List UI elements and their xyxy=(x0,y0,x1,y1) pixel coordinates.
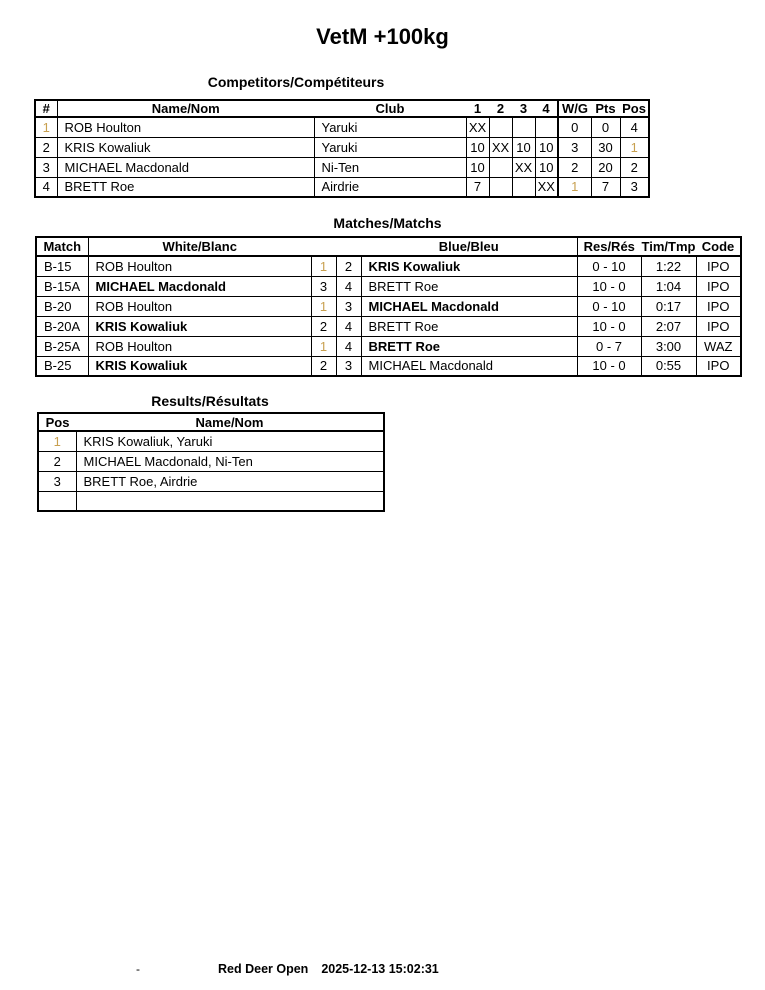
footer-event-name: Red Deer Open xyxy=(218,962,309,976)
round-4-score: 10 xyxy=(535,157,558,177)
round-1-score: 10 xyxy=(466,157,489,177)
competitor-row xyxy=(35,117,649,137)
blue-competitor-number: 4 xyxy=(336,336,361,356)
round-2-score xyxy=(489,117,512,137)
column-header-code: Code xyxy=(696,237,741,256)
result-row xyxy=(38,491,384,511)
white-competitor-name: MICHAEL Macdonald xyxy=(88,276,311,296)
column-header-result: Res/Rés xyxy=(577,237,641,256)
result-position: 1 xyxy=(38,431,76,451)
match-id: B-15A xyxy=(36,276,88,296)
blue-competitor-number: 3 xyxy=(336,296,361,316)
match-code: WAZ xyxy=(696,336,741,356)
blue-competitor-number: 4 xyxy=(336,316,361,336)
white-competitor-number: 1 xyxy=(311,296,336,316)
results-header-row xyxy=(38,413,384,431)
footer xyxy=(218,962,439,976)
blue-competitor-number: 2 xyxy=(336,256,361,276)
blue-competitor-number: 3 xyxy=(336,356,361,376)
round-1-score: XX xyxy=(466,117,489,137)
match-code: IPO xyxy=(696,296,741,316)
match-id: B-20A xyxy=(36,316,88,336)
column-header-blue: Blue/Bleu xyxy=(361,237,577,256)
match-code: IPO xyxy=(696,356,741,376)
competitor-row xyxy=(35,177,649,197)
match-row xyxy=(36,296,741,316)
wins-count: 0 xyxy=(558,117,591,137)
result-name: KRIS Kowaliuk, Yaruki xyxy=(76,431,384,451)
competitor-club: Yaruki xyxy=(314,117,466,137)
competitor-name: BRETT Roe xyxy=(57,177,314,197)
competitor-number: 4 xyxy=(35,177,57,197)
white-competitor-name: ROB Houlton xyxy=(88,336,311,356)
blue-competitor-name: MICHAEL Macdonald xyxy=(361,296,577,316)
column-header-round-1: 1 xyxy=(466,100,489,117)
round-3-score xyxy=(512,117,535,137)
result-row xyxy=(38,451,384,471)
column-header-name: Name/Nom xyxy=(76,413,384,431)
results-section-heading: Results/Résultats xyxy=(151,393,269,409)
result-row xyxy=(38,471,384,491)
result-position: 2 xyxy=(38,451,76,471)
match-time: 1:22 xyxy=(641,256,696,276)
round-4-score: XX xyxy=(535,177,558,197)
match-id: B-25 xyxy=(36,356,88,376)
column-header-blue-number xyxy=(336,237,361,256)
match-result: 10 - 0 xyxy=(577,276,641,296)
page-title: VetM +100kg xyxy=(316,24,449,49)
competitor-number: 3 xyxy=(35,157,57,177)
final-position: 2 xyxy=(620,157,649,177)
match-row xyxy=(36,336,741,356)
round-2-score xyxy=(489,157,512,177)
matches-table xyxy=(35,236,742,377)
match-code: IPO xyxy=(696,316,741,336)
points-total: 7 xyxy=(591,177,620,197)
points-total: 30 xyxy=(591,137,620,157)
column-header-points: Pts xyxy=(591,100,620,117)
column-header-match: Match xyxy=(36,237,88,256)
white-competitor-name: KRIS Kowaliuk xyxy=(88,356,311,376)
match-result: 0 - 10 xyxy=(577,256,641,276)
competitor-name: MICHAEL Macdonald xyxy=(57,157,314,177)
wins-count: 3 xyxy=(558,137,591,157)
column-header-time: Tim/Tmp xyxy=(641,239,696,254)
match-time: 0:55 xyxy=(641,356,696,376)
column-header-round-2: 2 xyxy=(489,100,512,117)
points-total: 0 xyxy=(591,117,620,137)
match-row xyxy=(36,256,741,276)
match-row xyxy=(36,276,741,296)
competitor-row xyxy=(35,157,649,177)
match-result: 0 - 7 xyxy=(577,336,641,356)
competitors-section-heading: Competitors/Compétiteurs xyxy=(207,74,385,90)
match-id: B-25A xyxy=(36,336,88,356)
competitors-header-row xyxy=(35,100,649,117)
matches-header-row xyxy=(36,237,741,256)
column-header-number: # xyxy=(35,100,57,117)
round-2-score xyxy=(489,177,512,197)
match-time: 3:00 xyxy=(641,336,696,356)
points-total: 20 xyxy=(591,157,620,177)
result-name xyxy=(76,491,384,511)
match-id: B-20 xyxy=(36,296,88,316)
column-header-club: Club xyxy=(314,100,466,117)
competitor-number: 2 xyxy=(35,137,57,157)
match-time: 0:17 xyxy=(641,296,696,316)
white-competitor-number: 3 xyxy=(311,276,336,296)
final-position: 1 xyxy=(620,137,649,157)
match-code: IPO xyxy=(696,256,741,276)
round-1-score: 10 xyxy=(466,137,489,157)
match-row xyxy=(36,356,741,376)
blue-competitor-name: BRETT Roe xyxy=(361,276,577,296)
blue-competitor-name: BRETT Roe xyxy=(361,316,577,336)
round-3-score: 10 xyxy=(512,137,535,157)
competitor-number: 1 xyxy=(35,117,57,137)
column-header-position: Pos xyxy=(38,413,76,431)
match-time: 1:04 xyxy=(641,276,696,296)
footer-timestamp: 2025-12-13 15:02:31 xyxy=(321,962,439,976)
result-row xyxy=(38,431,384,451)
column-header-wins: W/G xyxy=(558,100,591,117)
round-2-score: XX xyxy=(489,137,512,157)
match-result: 10 - 0 xyxy=(577,316,641,336)
white-competitor-number: 1 xyxy=(311,336,336,356)
white-competitor-name: ROB Houlton xyxy=(88,296,311,316)
match-result: 0 - 10 xyxy=(577,296,641,316)
result-name: MICHAEL Macdonald, Ni-Ten xyxy=(76,451,384,471)
white-competitor-name: KRIS Kowaliuk xyxy=(88,316,311,336)
match-row xyxy=(36,316,741,336)
competitor-name: KRIS Kowaliuk xyxy=(57,137,314,157)
wins-count: 1 xyxy=(558,177,591,197)
competitor-name: ROB Houlton xyxy=(57,117,314,137)
match-result: 10 - 0 xyxy=(577,356,641,376)
footer-page-marker: - xyxy=(136,962,140,976)
result-position xyxy=(38,491,76,511)
blue-competitor-name: BRETT Roe xyxy=(361,336,577,356)
competitors-table xyxy=(34,99,650,198)
competitor-club: Yaruki xyxy=(314,137,466,157)
results-table xyxy=(37,412,385,512)
column-header-round-4: 4 xyxy=(535,100,558,117)
white-competitor-name: ROB Houlton xyxy=(88,256,311,276)
result-name: BRETT Roe, Airdrie xyxy=(76,471,384,491)
result-position: 3 xyxy=(38,471,76,491)
column-header-white-number xyxy=(311,237,336,256)
competitor-row xyxy=(35,137,649,157)
round-3-score xyxy=(512,177,535,197)
final-position: 3 xyxy=(620,177,649,197)
match-code: IPO xyxy=(696,276,741,296)
final-position: 4 xyxy=(620,117,649,137)
round-3-score: XX xyxy=(512,157,535,177)
blue-competitor-number: 4 xyxy=(336,276,361,296)
round-4-score xyxy=(535,117,558,137)
wins-count: 2 xyxy=(558,157,591,177)
round-4-score: 10 xyxy=(535,137,558,157)
column-header-position: Pos xyxy=(620,100,649,117)
match-id: B-15 xyxy=(36,256,88,276)
round-1-score: 7 xyxy=(466,177,489,197)
white-competitor-number: 2 xyxy=(311,356,336,376)
blue-competitor-name: MICHAEL Macdonald xyxy=(361,356,577,376)
match-time: 2:07 xyxy=(641,316,696,336)
column-header-white: White/Blanc xyxy=(88,237,311,256)
blue-competitor-name: KRIS Kowaliuk xyxy=(361,256,577,276)
matches-section-heading: Matches/Matchs xyxy=(333,215,442,231)
competitor-club: Airdrie xyxy=(314,177,466,197)
white-competitor-number: 2 xyxy=(311,316,336,336)
column-header-round-3: 3 xyxy=(512,100,535,117)
white-competitor-number: 1 xyxy=(311,256,336,276)
column-header-name: Name/Nom xyxy=(57,100,314,117)
competitor-club: Ni-Ten xyxy=(314,157,466,177)
